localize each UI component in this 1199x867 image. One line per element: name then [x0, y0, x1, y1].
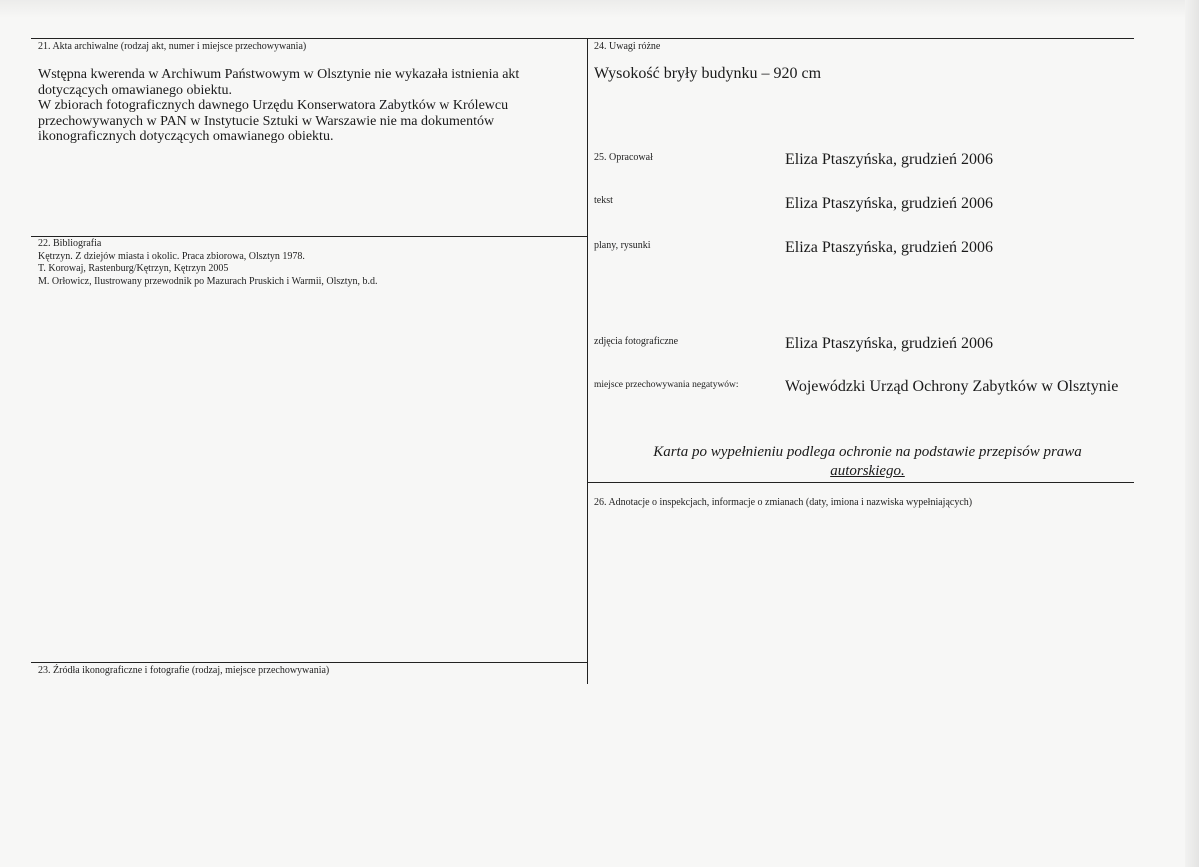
section-24-text: Wysokość bryły budynku – 920 cm: [594, 65, 822, 82]
plans-drawings-value: Eliza Ptaszyńska, grudzień 2006: [785, 239, 993, 256]
prepared-by-label: 25. Opracował: [594, 152, 653, 163]
section-21-line-5: ikonograficznych dotyczących omawianego obiektu.: [38, 129, 334, 144]
photographs-label: zdjęcia fotograficzne: [594, 336, 679, 347]
rule-21-22: [31, 236, 587, 237]
top-rule: [31, 38, 1134, 39]
section-21-label: 21. Akta archiwalne (rodzaj akt, numer i miejsce przechowywania): [38, 41, 307, 52]
copyright-note-line-1: Karta po wypełnieniu podlega ochronie na podstawie przepisów prawa: [653, 444, 1082, 460]
text-author-value: Eliza Ptaszyńska, grudzień 2006: [785, 195, 993, 212]
section-23-label: 23. Źródła ikonograficzne i fotografie (rodzaj, miejsce przechowywania): [38, 665, 330, 676]
bibliography-entry-2: T. Korowaj, Rastenburg/Kętrzyn, Kętrzyn 2005: [38, 263, 229, 274]
section-22-label: 22. Bibliografia: [38, 238, 102, 249]
section-21-line-2: dotyczących omawianego obiektu.: [38, 82, 232, 98]
section-26-label: 26. Adnotacje o inspekcjach, informacje o zmianach (daty, imiona i nazwiska wypełniających): [594, 497, 973, 508]
prepared-by-value: Eliza Ptaszyńska, grudzień 2006: [785, 151, 993, 168]
section-24-label: 24. Uwagi różne: [594, 41, 661, 52]
text-author-label: tekst: [594, 195, 613, 206]
bibliography-entry-3: M. Orłowicz, Ilustrowany przewodnik po Mazurach Pruskich i Warmii, Olsztyn, b.d.: [38, 275, 378, 287]
scan-top-shade: [0, 0, 1199, 18]
section-21-line-1: Wstępna kwerenda w Archiwum Państwowym w Olsztynie nie wykazała istnienia akt: [38, 67, 520, 82]
negatives-location-label: miejsce przechowywania negatywów:: [594, 380, 739, 390]
bibliography-entry-1: Kętrzyn. Z dziejów miasta i okolic. Praca zbiorowa, Olsztyn 1978.: [38, 250, 305, 262]
rule-25-26: [587, 482, 1134, 483]
scan-right-edge: [1185, 0, 1199, 867]
plans-drawings-label: plany, rysunki: [594, 240, 651, 251]
rule-22-23: [31, 662, 587, 663]
copyright-note-line-2: autorskiego.: [830, 463, 905, 479]
negatives-location-value: Wojewódzki Urząd Ochrony Zabytków w Olsztynie: [785, 378, 1119, 395]
section-21-line-4: przechowywanych w PAN w Instytucie Sztuki w Warszawie nie ma dokumentów: [38, 113, 495, 129]
section-21-line-3: W zbiorach fotograficznych dawnego Urzędu Konserwatora Zabytków w Królewcu: [38, 98, 509, 113]
photographs-value: Eliza Ptaszyńska, grudzień 2006: [785, 335, 993, 352]
column-divider: [587, 38, 588, 684]
